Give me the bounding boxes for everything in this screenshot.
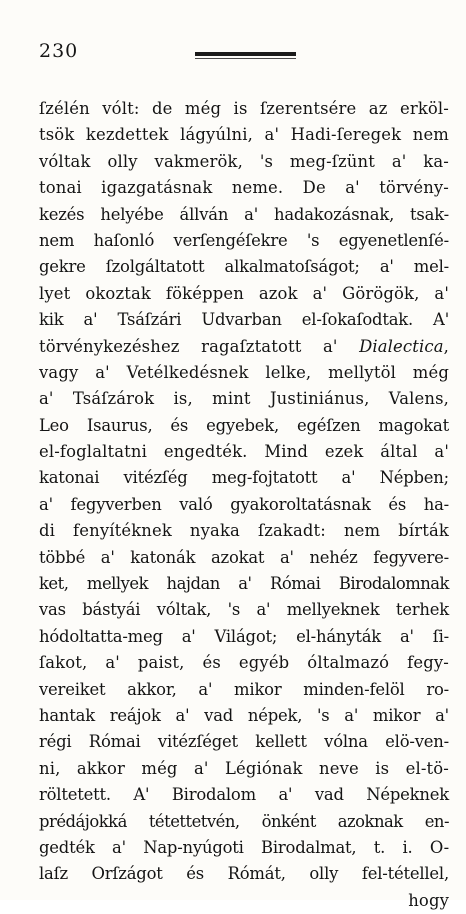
text-line: kik a' Tsáſzári Udvarban el-ſokaſodtak. A' (39, 310, 449, 330)
header-rule-thin (195, 58, 296, 59)
text-line: ket, mellyek hajdan a' Római Birodalomnak (39, 574, 449, 594)
text-line: lyet okoztak föképpen azok a' Görögök, a' (39, 283, 449, 303)
text-line: vagy a' Vetélkedésnek lelke, mellytöl még (39, 362, 449, 382)
text-line: el-foglaltatni engedték. Mind ezek által a' (39, 442, 449, 462)
catchword: hogy (408, 890, 449, 910)
text-line: tonai igazgatásnak neme. De a' törvény- (39, 178, 449, 198)
text-line: vóltak olly vakmerök, 's meg-ſzünt a' ka- (39, 151, 449, 171)
text-line: di fenyítéknek nyaka ſzakadt: nem bírták (39, 521, 449, 541)
text-line: laſz Orſzágot és Rómát, olly fel-tétellel, (39, 864, 449, 884)
page-number: 230 (39, 40, 79, 62)
text-line: hódoltatta-meg a' Világot; el-hányták a' ſi- (39, 626, 449, 646)
text-line: gekre ſzolgáltatott alkalmatoſságot; a' mel- (39, 257, 449, 277)
text-line: prédájokká tétettetvén, önként azoknak en- (39, 811, 449, 831)
text-line: a' Tsáſzárok is, mint Justiniánus, Valens, (39, 389, 449, 409)
text-line: vereiket akkor, a' mikor minden-felöl ro- (39, 679, 449, 699)
text-line: katonai vitézſég meg-fojtatott a' Népben; (39, 468, 449, 488)
text-line: gedték a' Nap-nyúgoti Birodalmat, t. i. O- (39, 837, 449, 857)
text-line: ſakot, a' paist, és egyéb óltalmazó fegy- (39, 653, 449, 673)
text-line: törvénykezéshez ragaſztatott a' Dialectica, (39, 336, 449, 356)
text-line: régi Római vitézſéget kellett vólna elö-ven- (39, 732, 449, 752)
text-line: ſzélén vólt: de még is ſzerentsére az erköl- (39, 99, 449, 118)
text-line: hantak reájok a' vad népek, 's a' mikor a' (39, 705, 449, 725)
text-line: többé a' katonák azokat a' nehéz fegyvere- (39, 547, 449, 567)
italic-term: Dialectica (359, 336, 444, 356)
header-rule (195, 52, 296, 56)
body-text (39, 96, 449, 914)
text-line: nem haſonló verſengéſekre 's egyenetlenſé- (39, 230, 449, 250)
text-line: tsök kezdettek lágyúlni, a' Hadi-ſeregek nem (39, 125, 449, 145)
text-line: ni, akkor még a' Légiónak neve is el-tö- (39, 758, 449, 778)
text-line: a' fegyverben való gyakoroltatásnak és ha- (39, 494, 449, 514)
text-line: vas bástyái vóltak, 's a' mellyeknek terhek (39, 600, 449, 620)
text-line: röltetett. A' Birodalom a' vad Népeknek (39, 785, 449, 805)
text-line: Leo Isaurus, és egyebek, egéſzen magokat (39, 415, 449, 435)
text-line: kezés helyébe állván a' hadakozásnak, tsak- (39, 204, 449, 224)
